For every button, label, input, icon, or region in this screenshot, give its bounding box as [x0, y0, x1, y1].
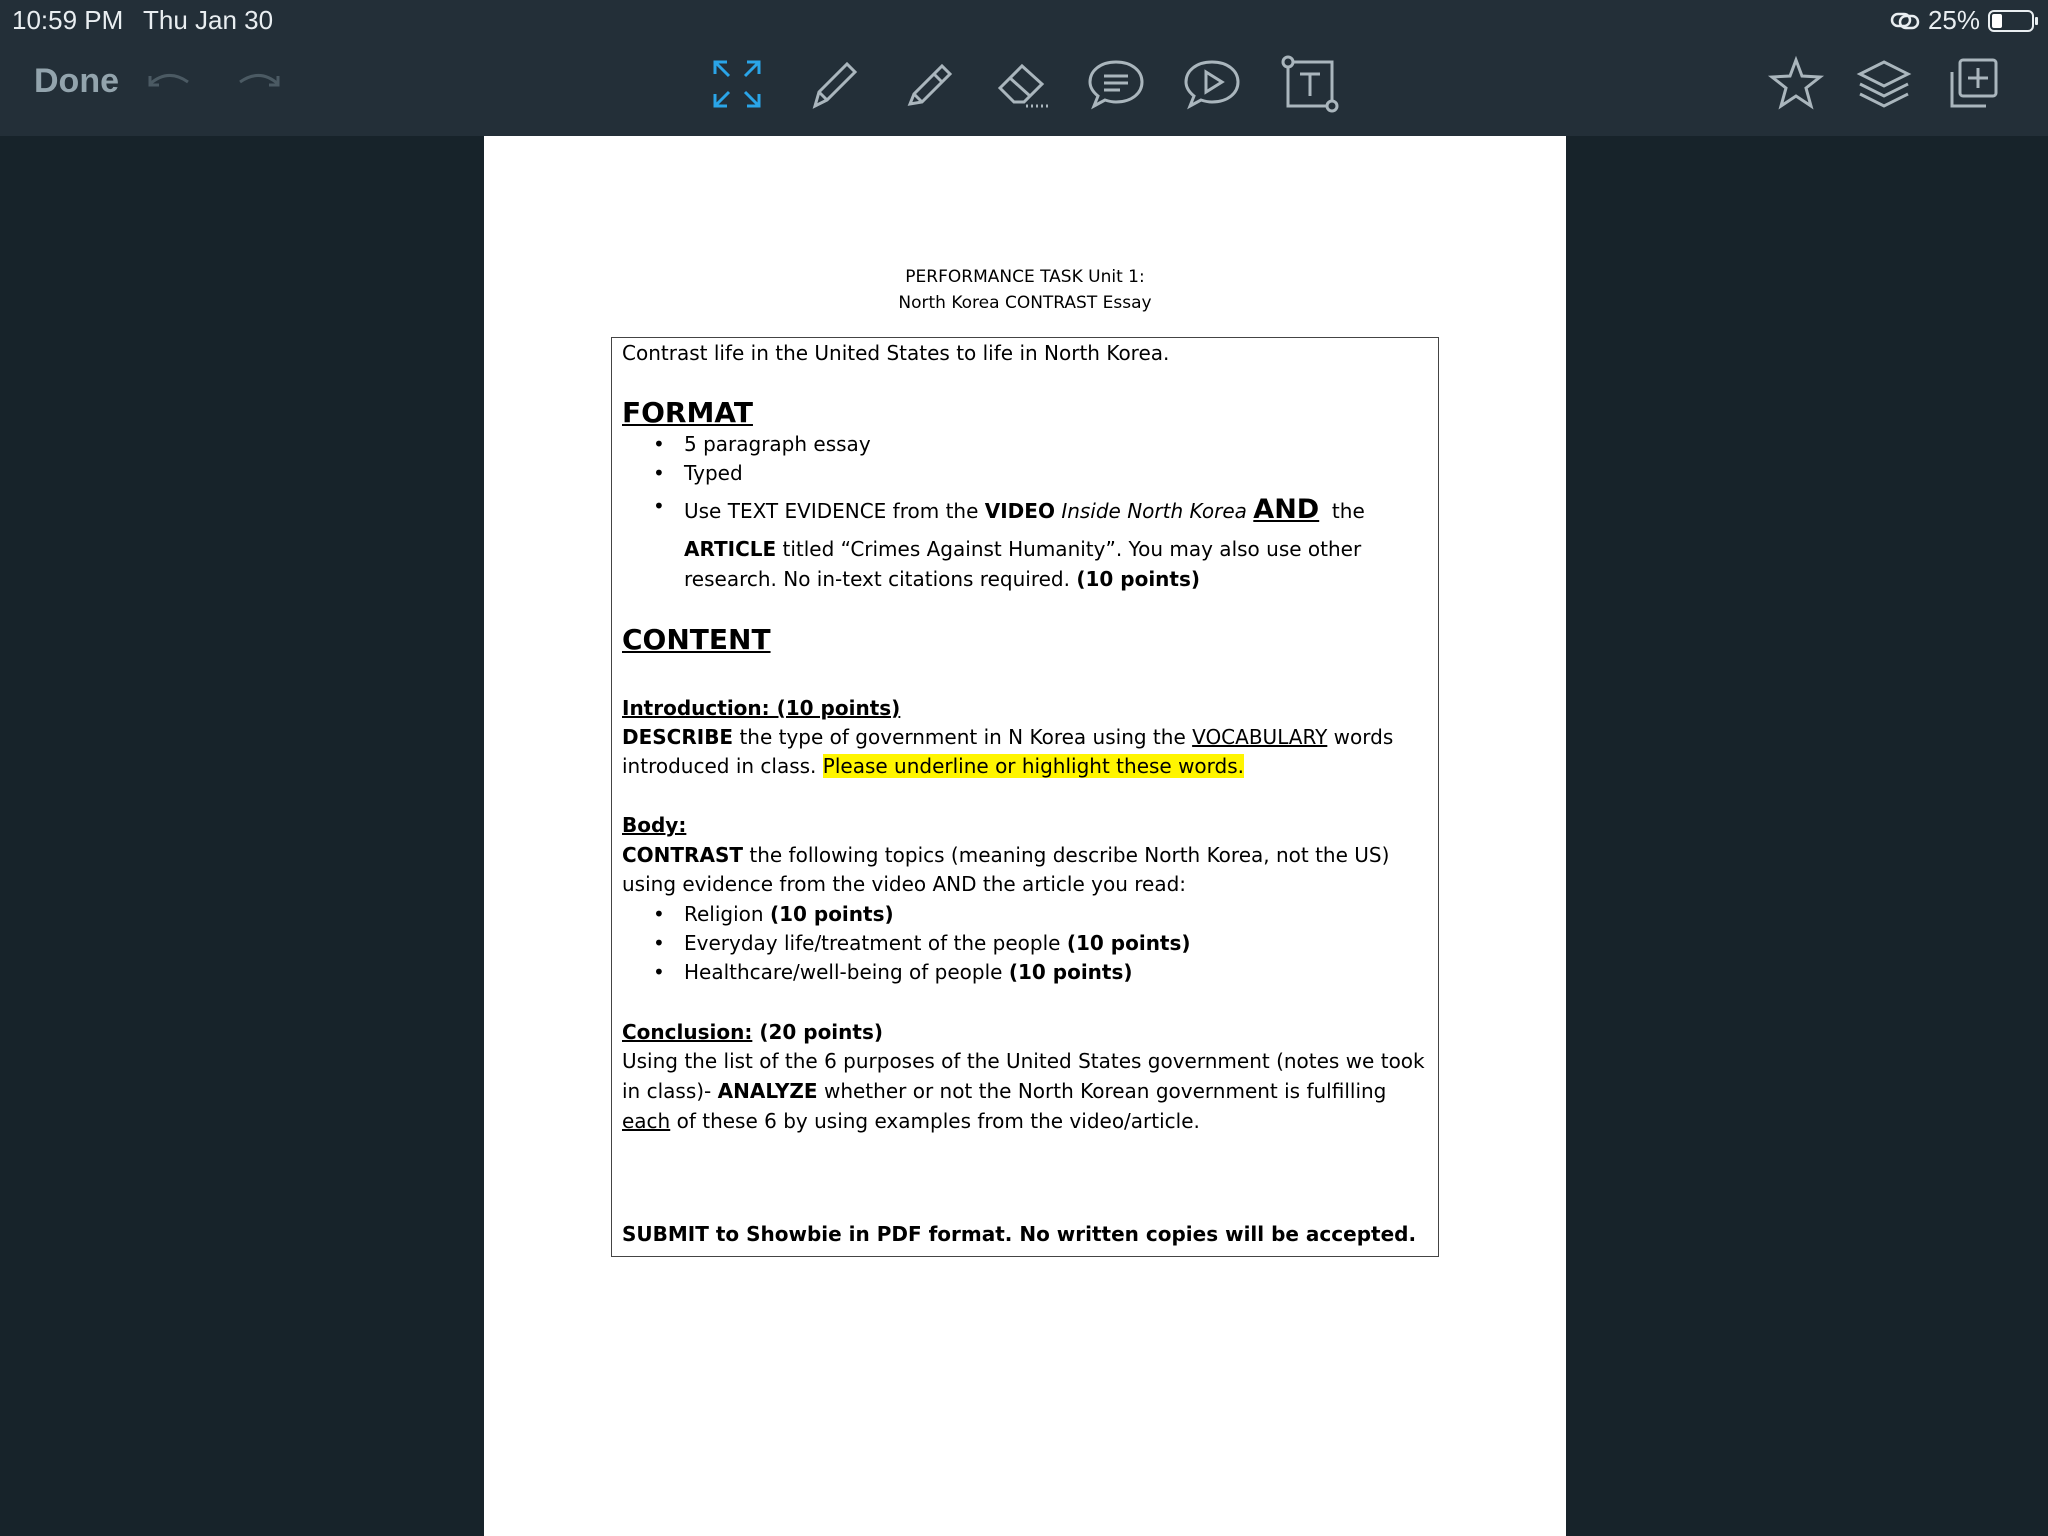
content-heading: CONTENT — [622, 623, 771, 656]
format-item: • Typed — [653, 461, 712, 485]
fullscreen-icon[interactable] — [707, 54, 767, 114]
highlighter-icon[interactable] — [898, 54, 958, 114]
battery-icon — [1988, 10, 2034, 32]
contrast-line-2: using evidence from the video AND the article you read: — [622, 872, 1187, 896]
layers-icon[interactable] — [1854, 54, 1914, 114]
format-item: • 5 paragraph essay — [653, 432, 840, 456]
conclusion-line-3: each of these 6 by using examples from the video/article. — [622, 1109, 1200, 1133]
highlighted-text: Please underline or highlight these words. — [822, 754, 1245, 778]
eraser-icon[interactable] — [992, 54, 1052, 114]
add-page-icon[interactable] — [1942, 54, 2002, 114]
undo-icon[interactable] — [138, 54, 198, 114]
title-line-2: North Korea CONTRAST Essay — [898, 293, 1152, 313]
contrast-line: CONTRAST the following topics (meaning describe North Korea, not the US) — [622, 843, 1390, 867]
introduced-line: introduced in class. Please underline or highlight these words. — [622, 754, 1245, 778]
document-title — [484, 264, 1566, 316]
submit-line: SUBMIT to Showbie in PDF format. No written copies will be accepted. — [622, 1222, 1417, 1246]
status-bar — [0, 0, 2048, 42]
pen-icon[interactable] — [805, 54, 865, 114]
title-line-1: PERFORMANCE TASK Unit 1: — [905, 267, 1145, 287]
done-button[interactable]: Done — [34, 62, 119, 100]
assignment-box — [611, 337, 1439, 1257]
format-item: • Use TEXT EVIDENCE from the VIDEO Inside North Korea AND the — [653, 494, 1334, 525]
format-heading: FORMAT — [622, 396, 753, 429]
conclusion-label: Conclusion: (20 points) — [622, 1020, 884, 1044]
status-right — [1890, 5, 2034, 36]
intro-line: Contrast life in the United States to life in North Korea. — [622, 341, 1170, 365]
conclusion-line-1: Using the list of the 6 purposes of the United States government (notes we took — [622, 1049, 1425, 1073]
document-page[interactable] — [484, 136, 1566, 1536]
conclusion-line-2: in class)- ANALYZE whether or not the North Korean government is fulfilling — [622, 1079, 1387, 1103]
text-box-icon[interactable] — [1280, 54, 1340, 114]
body-label: Body: — [622, 813, 687, 837]
introduction-label: Introduction: (10 points) — [622, 696, 901, 720]
annotation-toolbar — [0, 42, 2048, 136]
star-icon[interactable] — [1766, 54, 1826, 114]
status-time: 10:59 PM — [12, 5, 124, 35]
audio-comment-icon[interactable] — [1182, 54, 1242, 114]
format-item-cont: research. No in-text citations required. (10 points) — [684, 567, 1201, 591]
body-item: • Religion (10 points) — [653, 902, 863, 926]
battery-percent: 25% — [1927, 5, 1980, 35]
redo-icon[interactable] — [230, 54, 290, 114]
body-item: • Everyday life/treatment of the people (10 points) — [653, 931, 1160, 955]
status-date: Thu Jan 30 — [143, 5, 274, 35]
describe-line: DESCRIBE the type of government in N Korea using the VOCABULARY words — [622, 725, 1394, 749]
screen-mirroring-icon — [1890, 10, 1920, 32]
comment-icon[interactable] — [1086, 54, 1146, 114]
body-item: • Healthcare/well-being of people (10 points) — [653, 960, 1102, 984]
format-item-cont: ARTICLE titled “Crimes Against Humanity”. You may also use other — [684, 537, 1362, 561]
